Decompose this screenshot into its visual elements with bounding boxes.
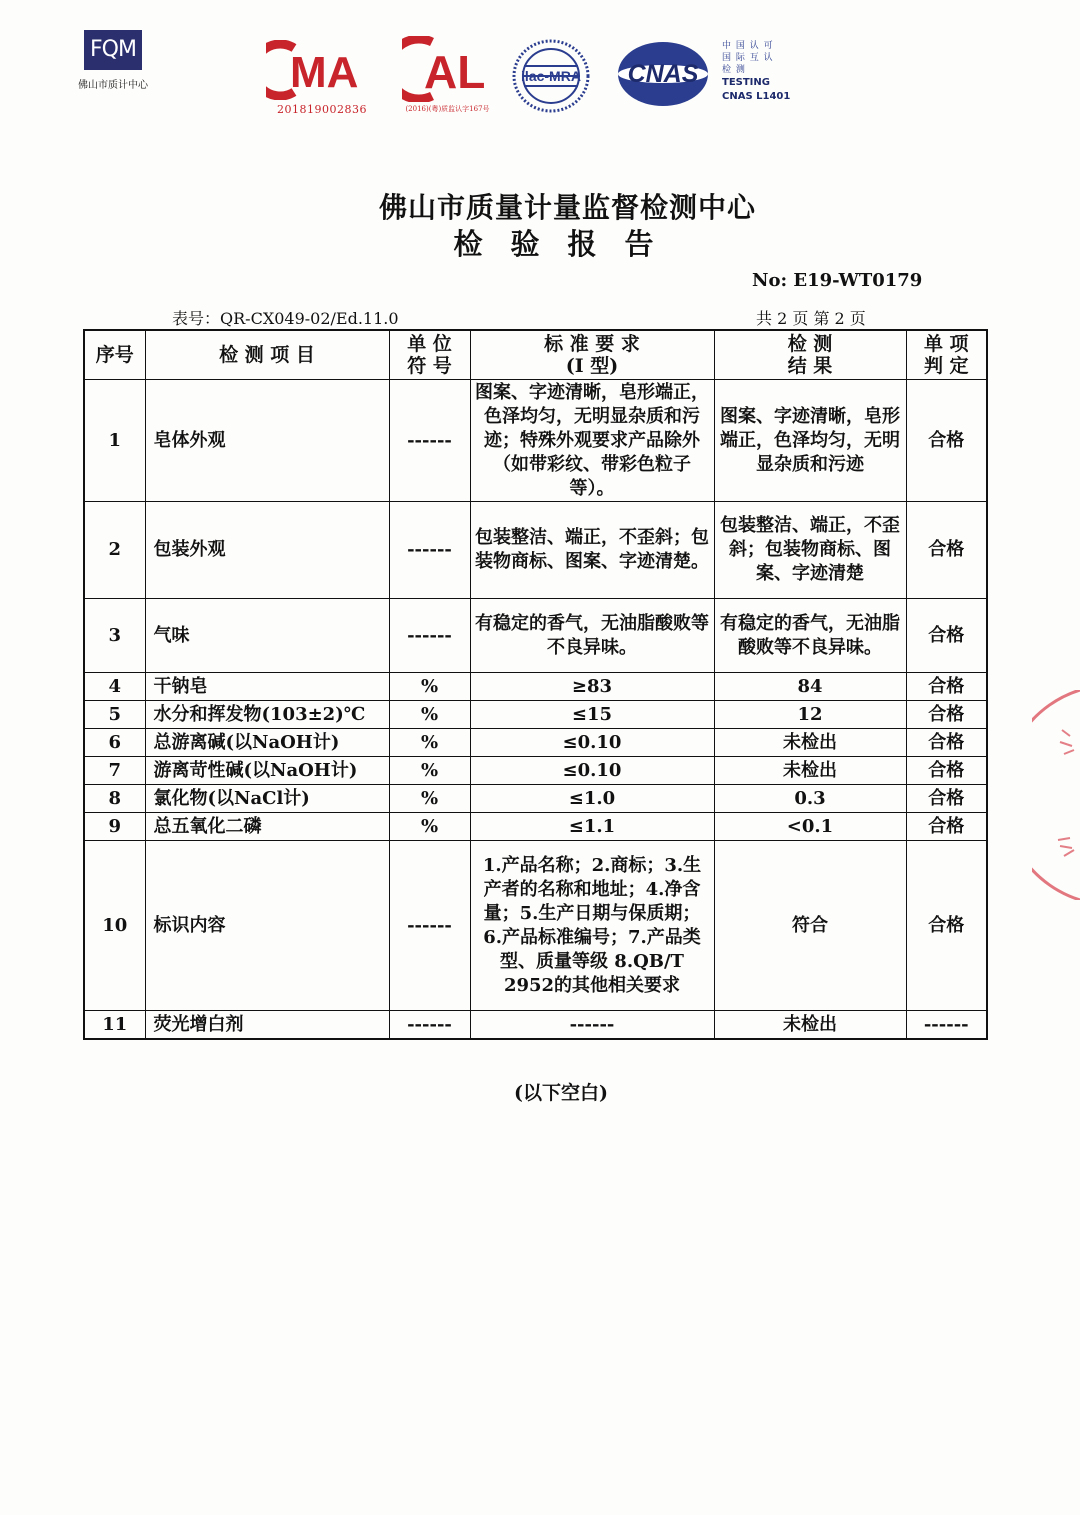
cnas-testing: TESTING	[722, 77, 770, 88]
form-number: 表号：QR-CX049-02/Ed.11.0	[172, 309, 399, 328]
report-number: No: E19-WT0179	[752, 270, 923, 291]
cell-unit: %	[389, 757, 470, 785]
cell-standard: 有稳定的香气，无油脂酸败等不良异味。	[470, 599, 714, 673]
header-standard-line: 标 准 要 求	[544, 333, 640, 355]
results-table	[83, 329, 988, 1040]
cell-unit: %	[389, 729, 470, 757]
cell-standard: ------	[470, 1011, 714, 1040]
header-item: 检 测 项 目	[145, 330, 389, 380]
cell-item: 总游离碱(以NaOH计)	[145, 729, 389, 757]
cell-item: 游离苛性碱(以NaOH计)	[145, 757, 389, 785]
cell-judgement: 合格	[906, 673, 987, 701]
cell-result: 未检出	[714, 1011, 906, 1040]
cell-seq: 6	[84, 729, 145, 757]
cell-seq: 8	[84, 785, 145, 813]
header-judgement-line: 判 定	[923, 355, 969, 377]
cell-seq: 3	[84, 599, 145, 673]
cal-logo	[402, 36, 490, 102]
header-unit-line: 单 位	[407, 333, 452, 355]
cell-result: 12	[714, 701, 906, 729]
fqm-logo: FQM	[84, 30, 142, 70]
cell-standard: 图案、字迹清晰，皂形端正，色泽均匀，无明显杂质和污迹；特殊外观要求产品除外（如带彩纹、带彩色粒子等）。	[470, 380, 714, 502]
cma-number: 201819002836	[277, 103, 367, 116]
cell-item: 包装外观	[145, 502, 389, 599]
cell-standard: ≤0.10	[470, 729, 714, 757]
cell-unit: ------	[389, 841, 470, 1011]
cell-item: 总五氧化二磷	[145, 813, 389, 841]
cell-judgement: ------	[906, 1011, 987, 1040]
cell-unit: %	[389, 673, 470, 701]
table-row	[84, 1011, 987, 1040]
table-row	[84, 599, 987, 673]
cell-standard: ≤15	[470, 701, 714, 729]
header-result-line: 检 测	[787, 333, 833, 355]
table-row	[84, 502, 987, 599]
cell-item: 氯化物(以NaCl计)	[145, 785, 389, 813]
table-row	[84, 841, 987, 1011]
cell-standard: ≤0.10	[470, 757, 714, 785]
fqm-label: 佛山市质计中心	[78, 80, 148, 91]
cell-standard: ≥83	[470, 673, 714, 701]
cell-judgement: 合格	[906, 785, 987, 813]
cell-result: 0.3	[714, 785, 906, 813]
cell-seq: 7	[84, 757, 145, 785]
cell-seq: 2	[84, 502, 145, 599]
table-row	[84, 701, 987, 729]
cal-logo-text: AL	[424, 46, 486, 98]
cell-result: 未检出	[714, 729, 906, 757]
table-row	[84, 785, 987, 813]
cell-result: 包装整洁、端正，不歪斜；包装物商标、图案、字迹清楚	[714, 502, 906, 599]
cell-seq: 4	[84, 673, 145, 701]
page-info: 共 2 页 第 2 页	[756, 309, 866, 328]
cell-seq: 1	[84, 380, 145, 502]
header-unit-line: 符 号	[407, 355, 452, 377]
cell-seq: 9	[84, 813, 145, 841]
table-row	[84, 813, 987, 841]
report-title: 检验报告	[453, 227, 682, 261]
header-result-line: 结 果	[787, 355, 833, 377]
cell-item: 荧光增白剂	[145, 1011, 389, 1040]
cnas-side-line: 国 际 互 认	[722, 53, 774, 63]
header-standard	[470, 330, 714, 380]
cell-judgement: 合格	[906, 502, 987, 599]
cell-result: 84	[714, 673, 906, 701]
blank-below-note: (以下空白)	[514, 1082, 608, 1104]
table-row	[84, 757, 987, 785]
cell-result: 符合	[714, 841, 906, 1011]
cnas-side-line: 检 测	[722, 65, 746, 75]
header-result	[714, 330, 906, 380]
table-row	[84, 673, 987, 701]
cell-unit: ------	[389, 599, 470, 673]
cell-item: 标识内容	[145, 841, 389, 1011]
cell-seq: 10	[84, 841, 145, 1011]
cell-judgement: 合格	[906, 757, 987, 785]
cell-unit: %	[389, 701, 470, 729]
cma-logo-text: MA	[290, 48, 359, 97]
cell-item: 水分和挥发物(103±2)℃	[145, 701, 389, 729]
table-row	[84, 380, 987, 502]
cell-item: 干钠皂	[145, 673, 389, 701]
cell-standard: ≤1.1	[470, 813, 714, 841]
cell-seq: 5	[84, 701, 145, 729]
cell-unit: ------	[389, 502, 470, 599]
cnas-code: CNAS L1401	[722, 91, 791, 102]
cell-item: 气味	[145, 599, 389, 673]
header-seq: 序号	[84, 330, 145, 380]
cell-judgement: 合格	[906, 729, 987, 757]
header-standard-line: (I 型)	[565, 355, 619, 377]
header-judgement-line: 单 项	[923, 333, 969, 355]
cell-unit: ------	[389, 380, 470, 502]
cell-judgement: 合格	[906, 599, 987, 673]
cell-result: 未检出	[714, 757, 906, 785]
header-unit	[389, 330, 470, 380]
cell-standard: 1.产品名称；2.商标；3.生产者的名称和地址；4.净含量；5.生产日期与保质期；6.产品标准编号；7.产品类型、质量等级 8.QB/T 2952的其他相关要求	[470, 841, 714, 1011]
organization-title: 佛山市质量计量监督检测中心	[378, 191, 756, 224]
cell-unit: %	[389, 813, 470, 841]
cnas-side-text	[722, 40, 812, 104]
cell-judgement: 合格	[906, 813, 987, 841]
cell-unit: %	[389, 785, 470, 813]
table-header-row	[84, 330, 987, 380]
ilac-logo-text: ilac-MRA	[521, 68, 581, 84]
seal-stamp-fragment	[1032, 690, 1080, 900]
cell-unit: ------	[389, 1011, 470, 1040]
ilac-mra-logo	[510, 38, 592, 114]
cnas-side-line: 中 国 认 可	[722, 41, 774, 51]
cell-judgement: 合格	[906, 701, 987, 729]
cell-seq: 11	[84, 1011, 145, 1040]
cell-result: 有稳定的香气，无油脂酸败等不良异味。	[714, 599, 906, 673]
cell-standard: 包装整洁、端正，不歪斜；包装物商标、图案、字迹清楚。	[470, 502, 714, 599]
table-row	[84, 729, 987, 757]
cma-logo	[266, 40, 378, 100]
header-judgement	[906, 330, 987, 380]
cell-item: 皂体外观	[145, 380, 389, 502]
cell-judgement: 合格	[906, 841, 987, 1011]
cnas-logo-text: CNAS	[627, 60, 699, 88]
cal-number: (2016)(粤)质监认字167号	[405, 105, 490, 113]
cell-result: <0.1	[714, 813, 906, 841]
cell-result: 图案、字迹清晰，皂形端正，色泽均匀，无明显杂质和污迹	[714, 380, 906, 502]
cnas-logo	[616, 40, 710, 108]
cell-judgement: 合格	[906, 380, 987, 502]
cell-standard: ≤1.0	[470, 785, 714, 813]
